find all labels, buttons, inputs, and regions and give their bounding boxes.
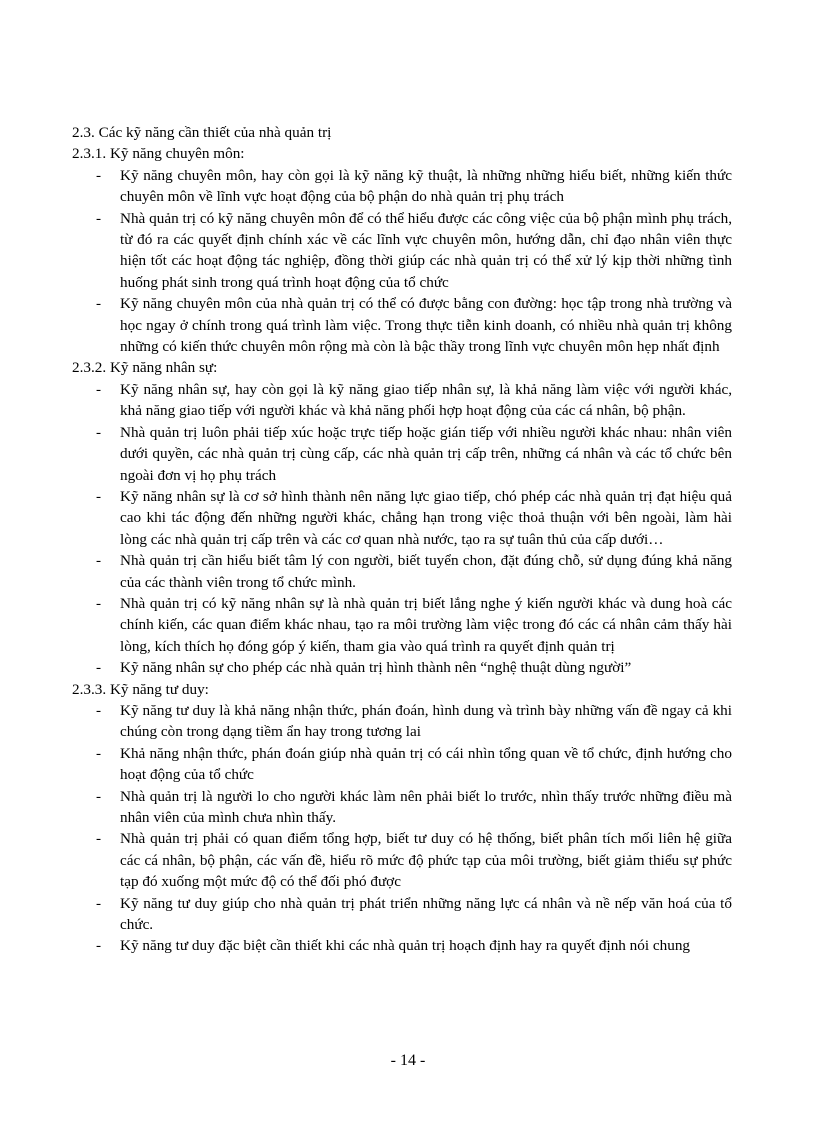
list-item xyxy=(72,422,732,486)
list-item-text: Kỹ năng tư duy giúp cho nhà quản trị phát triển những năng lực cá nhân và nề nếp văn hoá của tổ chức. xyxy=(120,894,732,934)
bullet-dash: - xyxy=(96,787,102,805)
bullet-list xyxy=(72,379,732,679)
bullet-dash: - xyxy=(96,937,102,955)
bullet-dash: - xyxy=(96,166,102,184)
list-item xyxy=(72,486,732,550)
list-item-text: Kỹ năng nhân sự cho phép các nhà quản trị hình thành nên “nghệ thuật dùng người” xyxy=(120,659,632,677)
bullet-dash: - xyxy=(96,894,102,912)
section-heading: 2.3.3. Kỹ năng tư duy: xyxy=(72,680,209,698)
bullet-dash: - xyxy=(96,659,102,677)
bullet-list xyxy=(72,165,732,358)
bullet-dash: - xyxy=(96,487,102,505)
bullet-dash: - xyxy=(96,295,102,313)
bullet-dash: - xyxy=(96,830,102,848)
list-item xyxy=(72,379,732,422)
bullet-dash: - xyxy=(96,423,102,441)
list-item-text: Nhà quản trị cần hiểu biết tâm lý con người, biết tuyển chon, đặt đúng chỗ, sử dụng đúng khả năng của các thành viên trong tổ chức mình. xyxy=(120,552,732,591)
bullet-dash: - xyxy=(96,209,102,227)
list-item-text: Nhà quản trị là người lo cho người khác làm nên phải biết lo trước, nhìn thấy trước những điều mà nhân viên của mình chưa nhìn thấy. xyxy=(120,787,732,826)
list-item xyxy=(72,293,732,357)
bullet-dash: - xyxy=(96,380,102,398)
list-item-text: Nhà quản trị phải có quan điểm tổng hợp, biết tư duy có hệ thống, biết phân tích mối liên hệ giữa các cá nhân, bộ phận, các vấn đề, hiểu rõ mức độ phức tạp của môi trường, biết giảm thiểu sự phức tạp đó xuống một mức độ có thể đối phó được xyxy=(120,830,732,891)
section-heading: 2.3.1. Kỹ năng chuyên môn: xyxy=(72,145,245,163)
section-heading: 2.3.2. Kỹ năng nhân sự: xyxy=(72,359,218,377)
list-item-text: Nhà quản trị luôn phải tiếp xúc hoặc trực tiếp hoặc gián tiếp với nhiều người khác nhau: nhân viên dưới quyền, các nhà quản trị cùng cấp, các nhà quản trị cấp trên, những cá nhân và các tổ chức bên ngoài đơn vị họ phụ trách xyxy=(120,423,732,484)
list-item xyxy=(72,828,732,892)
bullet-dash: - xyxy=(96,552,102,570)
list-item xyxy=(72,657,732,678)
list-item xyxy=(72,700,732,743)
list-item-text: Nhà quản trị có kỹ năng nhân sự là nhà quản trị biết lắng nghe ý kiến người khác và dung hoà các chính kiến, các quan điểm khác nhau, tạo ra môi trường làm việc trong đó các cá nhân cảm thấy hài lòng, kích thích họ đóng góp ý kiến, tham gia vào quá trình ra quyết định quản trị xyxy=(120,594,732,655)
list-item xyxy=(72,208,732,294)
section-2-3 xyxy=(72,122,732,143)
list-item-text: Kỹ năng chuyên môn, hay còn gọi là kỹ năng kỹ thuật, là những những hiểu biết, những kiến thức chuyên môn về lĩnh vực hoạt động của bộ phận do nhà quản trị phụ trách xyxy=(120,166,732,206)
list-item-text: Kỹ năng tư duy là khả năng nhận thức, phán đoán, hình dung và trình bày những vấn đề ngay cả khi chúng còn trong dạng tiềm ẩn hay trong tương lai xyxy=(120,701,732,741)
list-item-text: Kỹ năng nhân sự, hay còn gọi là kỹ năng giao tiếp nhân sự, là khả năng làm việc với người khác, khả năng giao tiếp với người khác và khả năng phối hợp hoạt động của các cá nhân, bộ phận. xyxy=(120,380,732,420)
list-item xyxy=(72,786,732,829)
bullet-list xyxy=(72,700,732,957)
bullet-dash: - xyxy=(96,744,102,762)
list-item-text: Khả năng nhận thức, phán đoán giúp nhà quản trị có cái nhìn tổng quan về tổ chức, định hướng cho hoạt động của tổ chức xyxy=(120,744,732,784)
list-item-text: Kỹ năng chuyên môn của nhà quản trị có thể có được bằng con đường: học tập trong nhà trường và học ngay ở chính trong quá trình làm việc. Trong thực tiễn kinh doanh, có nhiều nhà quản trị không những có kiến thức chuyên môn rộng mà còn là bậc thầy trong lĩnh vực chuyên môn hẹp nhất định xyxy=(120,295,732,356)
list-item xyxy=(72,165,732,208)
section-2-3-3 xyxy=(72,679,732,957)
list-item xyxy=(72,550,732,593)
list-item xyxy=(72,743,732,786)
section-heading: 2.3. Các kỹ năng cần thiết của nhà quản trị xyxy=(72,124,332,141)
bullet-dash: - xyxy=(96,701,102,719)
list-item xyxy=(72,893,732,936)
section-2-3-1 xyxy=(72,143,732,357)
list-item-text: Kỹ năng nhân sự là cơ sở hình thành nên năng lực giao tiếp, chó phép các nhà quản trị đạt hiệu quả cao khi tác động đến những người khác, chẳng hạn trong việc thoả thuận với bên ngoài, làm hài lòng các nhà quản trị cấp trên và các cơ quan nhà nước, tạo ra sự tuân thủ của cấp dưới… xyxy=(120,487,732,548)
bullet-dash: - xyxy=(96,594,102,612)
document-body xyxy=(72,122,732,957)
list-item-text: Kỹ năng tư duy đặc biệt cần thiết khi các nhà quản trị hoạch định hay ra quyết định nói chung xyxy=(120,937,691,955)
section-2-3-2 xyxy=(72,357,732,678)
list-item-text: Nhà quản trị có kỹ năng chuyên môn để có thể hiểu được các công việc của bộ phận mình phụ trách, từ đó ra các quyết định chính xác về các lĩnh vực chuyên môn, hướng dẫn, chỉ đạo nhân viên thực hiện tốt các hoạt động tác nghiệp, đồng thời giúp các nhà quản trị có thể xử lý kịp thời những tình huống phát sinh trong quá trình hoạt động của tổ chức xyxy=(120,209,732,291)
page-number: - 14 - xyxy=(390,1052,426,1069)
list-item xyxy=(72,935,732,956)
list-item xyxy=(72,593,732,657)
